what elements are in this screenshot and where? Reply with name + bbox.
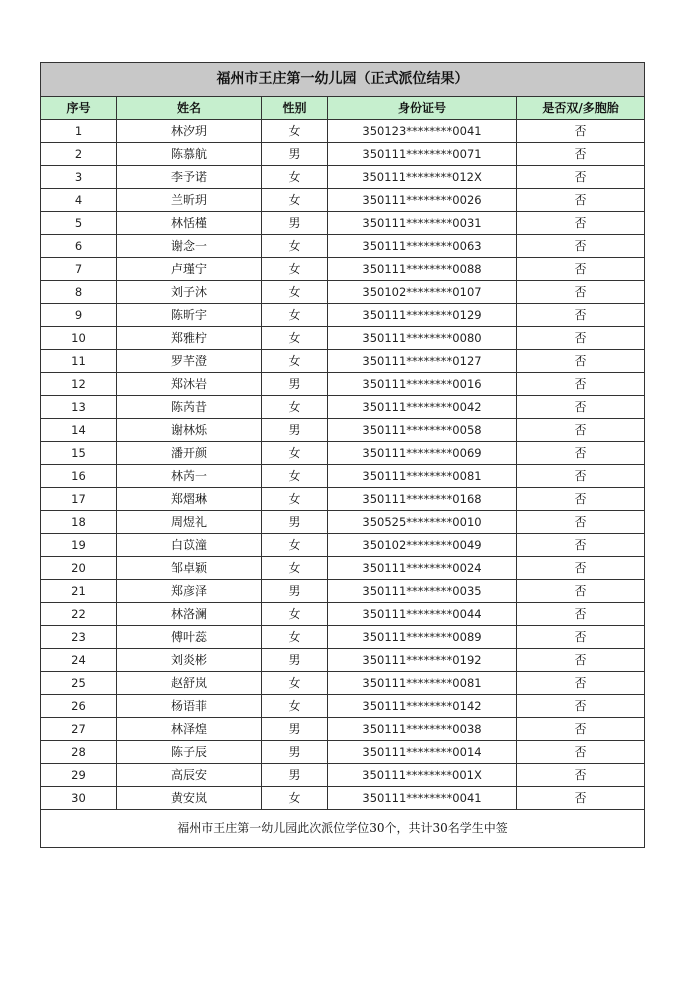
cell-name: 刘炎彬 [117,649,262,672]
table-row [41,488,645,511]
cell-name: 陈芮昔 [117,396,262,419]
cell-gender: 男 [262,212,328,235]
cell-gender: 女 [262,396,328,419]
table-row [41,718,645,741]
table-row [41,511,645,534]
cell-twins: 否 [517,258,645,281]
cell-name: 陈子辰 [117,741,262,764]
cell-name: 林洛澜 [117,603,262,626]
cell-id: 350111********0129 [328,304,517,327]
header-name: 姓名 [117,97,262,120]
cell-seq: 4 [41,189,117,212]
cell-name: 傅叶蕊 [117,626,262,649]
cell-id: 350111********012X [328,166,517,189]
cell-gender: 女 [262,787,328,810]
table-row [41,396,645,419]
title-row [41,63,645,97]
cell-seq: 13 [41,396,117,419]
cell-seq: 2 [41,143,117,166]
cell-id: 350111********0031 [328,212,517,235]
cell-seq: 11 [41,350,117,373]
cell-seq: 23 [41,626,117,649]
cell-id: 350111********0127 [328,350,517,373]
table-row [41,327,645,350]
cell-id: 350111********0016 [328,373,517,396]
cell-gender: 女 [262,465,328,488]
cell-seq: 19 [41,534,117,557]
cell-gender: 女 [262,534,328,557]
cell-id: 350102********0049 [328,534,517,557]
cell-gender: 女 [262,442,328,465]
cell-id: 350111********0058 [328,419,517,442]
cell-id: 350111********0026 [328,189,517,212]
cell-twins: 否 [517,465,645,488]
cell-gender: 男 [262,580,328,603]
cell-name: 赵舒岚 [117,672,262,695]
cell-id: 350111********0089 [328,626,517,649]
cell-name: 潘开颜 [117,442,262,465]
cell-name: 郑雅柠 [117,327,262,350]
cell-twins: 否 [517,649,645,672]
cell-name: 林恬槿 [117,212,262,235]
cell-name: 陈慕航 [117,143,262,166]
cell-seq: 5 [41,212,117,235]
cell-twins: 否 [517,396,645,419]
cell-seq: 14 [41,419,117,442]
cell-gender: 女 [262,672,328,695]
table-row [41,166,645,189]
table-row [41,442,645,465]
cell-seq: 15 [41,442,117,465]
cell-gender: 女 [262,304,328,327]
cell-name: 白苡潼 [117,534,262,557]
cell-name: 郑彦泽 [117,580,262,603]
cell-twins: 否 [517,534,645,557]
cell-seq: 7 [41,258,117,281]
header-row [41,97,645,120]
cell-gender: 女 [262,695,328,718]
cell-gender: 男 [262,419,328,442]
cell-twins: 否 [517,787,645,810]
cell-twins: 否 [517,281,645,304]
cell-gender: 女 [262,120,328,143]
cell-twins: 否 [517,580,645,603]
cell-gender: 女 [262,258,328,281]
table-title: 福州市王庄第一幼儿园（正式派位结果） [41,63,645,97]
cell-id: 350111********0081 [328,672,517,695]
table-row [41,258,645,281]
cell-gender: 男 [262,741,328,764]
cell-id: 350102********0107 [328,281,517,304]
header-id: 身份证号 [328,97,517,120]
cell-id: 350111********0041 [328,787,517,810]
cell-name: 兰昕玥 [117,189,262,212]
table-row [41,120,645,143]
cell-name: 林汐玥 [117,120,262,143]
cell-id: 350111********0071 [328,143,517,166]
table-row [41,419,645,442]
cell-name: 刘子沐 [117,281,262,304]
cell-id: 350111********0024 [328,557,517,580]
cell-id: 350111********0168 [328,488,517,511]
cell-seq: 26 [41,695,117,718]
table-row [41,649,645,672]
cell-gender: 女 [262,327,328,350]
cell-twins: 否 [517,419,645,442]
cell-seq: 9 [41,304,117,327]
cell-seq: 29 [41,764,117,787]
cell-seq: 16 [41,465,117,488]
cell-twins: 否 [517,718,645,741]
cell-gender: 女 [262,235,328,258]
cell-gender: 女 [262,281,328,304]
cell-name: 杨语菲 [117,695,262,718]
header-seq: 序号 [41,97,117,120]
table-row [41,626,645,649]
cell-twins: 否 [517,166,645,189]
table-body [41,120,645,810]
cell-id: 350111********0035 [328,580,517,603]
cell-seq: 21 [41,580,117,603]
cell-twins: 否 [517,603,645,626]
cell-seq: 3 [41,166,117,189]
cell-twins: 否 [517,350,645,373]
cell-name: 邹卓颖 [117,557,262,580]
cell-id: 350111********0042 [328,396,517,419]
cell-seq: 6 [41,235,117,258]
cell-gender: 男 [262,649,328,672]
cell-gender: 男 [262,718,328,741]
cell-id: 350111********0014 [328,741,517,764]
cell-twins: 否 [517,672,645,695]
cell-name: 林芮一 [117,465,262,488]
header-twins: 是否双/多胞胎 [517,97,645,120]
table-row [41,764,645,787]
cell-gender: 女 [262,603,328,626]
cell-gender: 女 [262,166,328,189]
cell-twins: 否 [517,120,645,143]
cell-gender: 男 [262,764,328,787]
cell-id: 350111********0044 [328,603,517,626]
result-table [40,62,645,848]
table-row [41,580,645,603]
table-row [41,189,645,212]
cell-seq: 10 [41,327,117,350]
cell-name: 周煜礼 [117,511,262,534]
cell-gender: 男 [262,143,328,166]
table-row [41,304,645,327]
cell-seq: 8 [41,281,117,304]
table-row [41,350,645,373]
table-row [41,741,645,764]
cell-twins: 否 [517,143,645,166]
cell-twins: 否 [517,695,645,718]
cell-name: 谢念一 [117,235,262,258]
table-row [41,465,645,488]
cell-name: 陈昕宇 [117,304,262,327]
cell-twins: 否 [517,511,645,534]
table-row [41,695,645,718]
table-row [41,672,645,695]
cell-seq: 25 [41,672,117,695]
cell-name: 郑熠琳 [117,488,262,511]
cell-id: 350111********0080 [328,327,517,350]
cell-id: 350525********0010 [328,511,517,534]
cell-id: 350111********0063 [328,235,517,258]
cell-seq: 1 [41,120,117,143]
cell-name: 高辰安 [117,764,262,787]
cell-seq: 17 [41,488,117,511]
cell-gender: 男 [262,373,328,396]
cell-gender: 男 [262,511,328,534]
cell-id: 350111********0069 [328,442,517,465]
cell-gender: 女 [262,557,328,580]
table-row [41,143,645,166]
cell-twins: 否 [517,741,645,764]
cell-gender: 女 [262,189,328,212]
cell-seq: 27 [41,718,117,741]
cell-id: 350111********0088 [328,258,517,281]
cell-twins: 否 [517,626,645,649]
cell-id: 350111********0142 [328,695,517,718]
cell-twins: 否 [517,764,645,787]
cell-twins: 否 [517,442,645,465]
cell-id: 350111********0192 [328,649,517,672]
cell-name: 郑沐岩 [117,373,262,396]
cell-seq: 28 [41,741,117,764]
cell-name: 李予诺 [117,166,262,189]
cell-id: 350111********001X [328,764,517,787]
cell-twins: 否 [517,212,645,235]
table-row [41,281,645,304]
table-row [41,557,645,580]
cell-name: 谢林烁 [117,419,262,442]
cell-name: 卢瑾宁 [117,258,262,281]
cell-id: 350111********0081 [328,465,517,488]
cell-seq: 22 [41,603,117,626]
table-row [41,235,645,258]
footer-note: 福州市王庄第一幼儿园此次派位学位30个，共计30名学生中签 [41,810,645,848]
cell-twins: 否 [517,373,645,396]
table-row [41,373,645,396]
cell-id: 350111********0038 [328,718,517,741]
cell-id: 350123********0041 [328,120,517,143]
table-row [41,212,645,235]
cell-seq: 30 [41,787,117,810]
cell-twins: 否 [517,488,645,511]
cell-name: 罗芊澄 [117,350,262,373]
cell-seq: 20 [41,557,117,580]
cell-twins: 否 [517,557,645,580]
cell-name: 林泽煌 [117,718,262,741]
cell-seq: 12 [41,373,117,396]
header-gender: 性别 [262,97,328,120]
result-sheet [40,62,644,848]
footer-row [41,810,645,848]
cell-name: 黄安岚 [117,787,262,810]
cell-twins: 否 [517,235,645,258]
cell-twins: 否 [517,327,645,350]
table-row [41,603,645,626]
cell-twins: 否 [517,189,645,212]
table-row [41,787,645,810]
cell-gender: 女 [262,488,328,511]
table-row [41,534,645,557]
cell-seq: 18 [41,511,117,534]
cell-gender: 女 [262,626,328,649]
cell-gender: 女 [262,350,328,373]
cell-twins: 否 [517,304,645,327]
cell-seq: 24 [41,649,117,672]
